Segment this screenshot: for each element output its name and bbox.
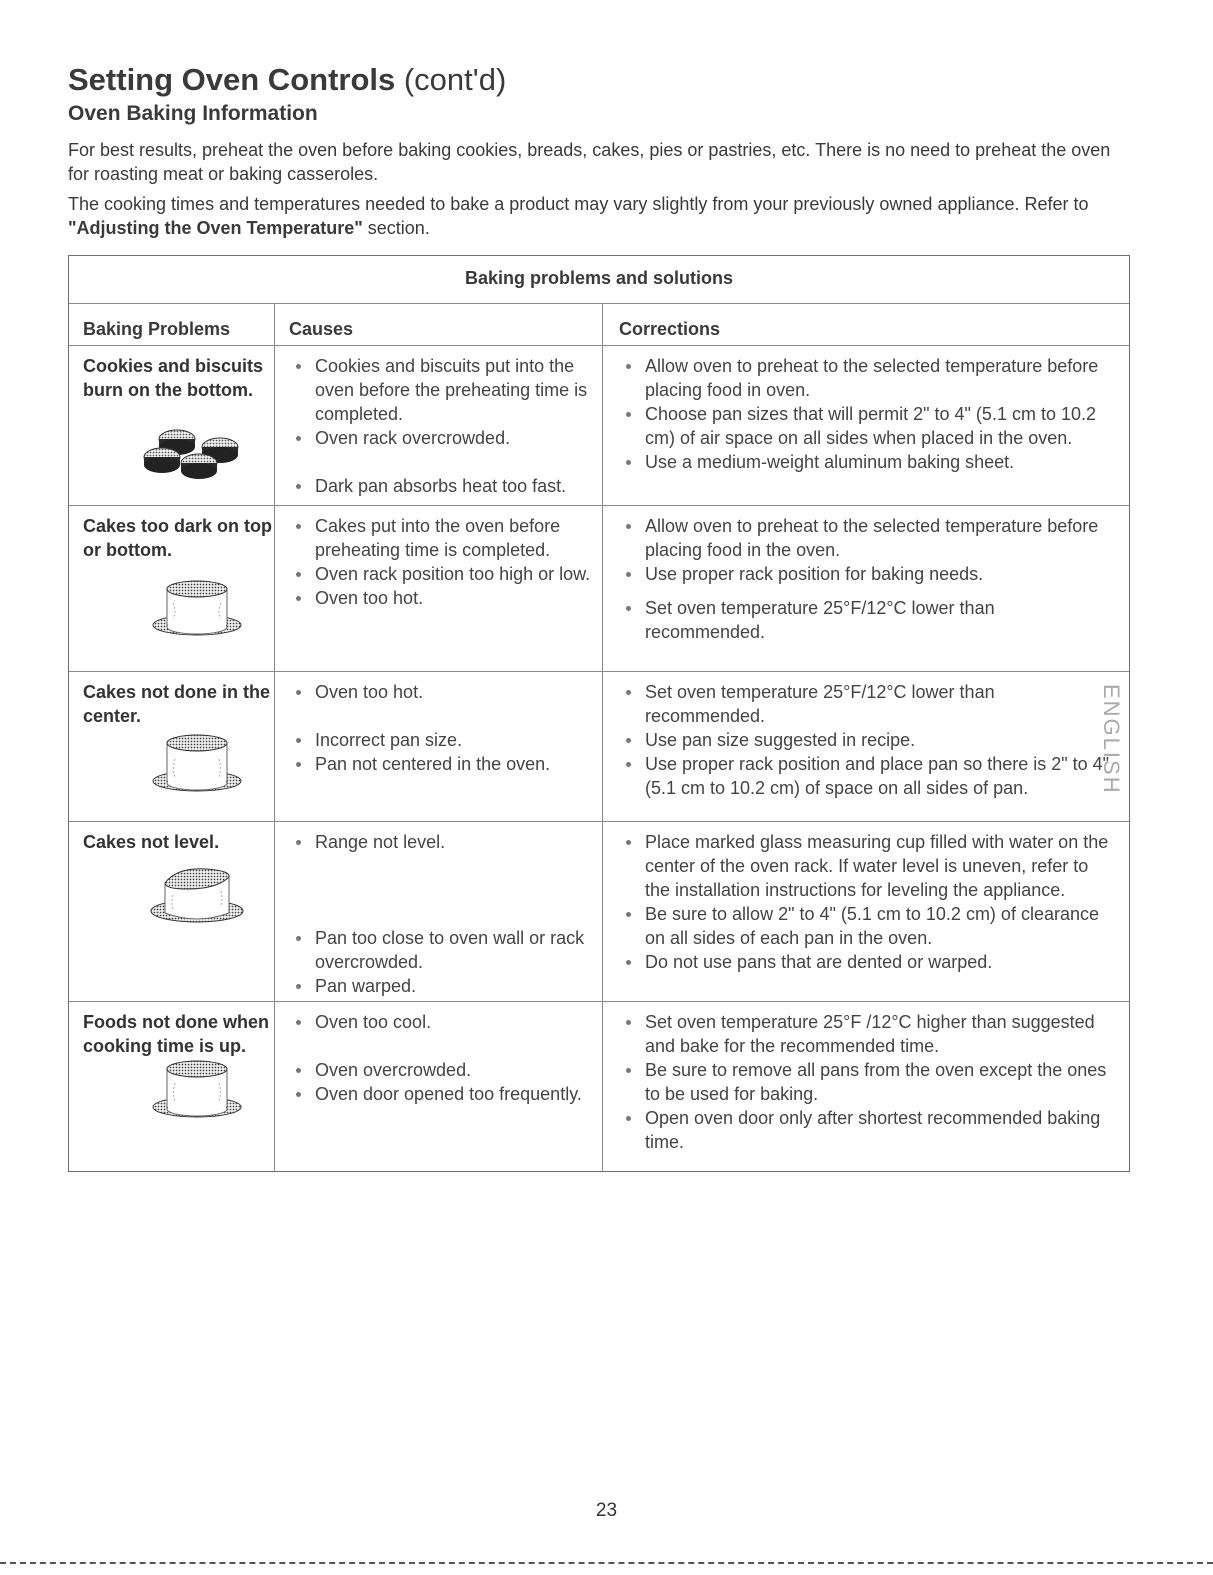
cause-item: Pan too close to oven wall or rack overcrowded. — [289, 926, 595, 974]
correction-item: Open oven door only after shortest recommended baking time. — [619, 1106, 1114, 1154]
correction-item: Set oven temperature 25°F /12°C higher than suggested and bake for the recommended time. — [619, 1010, 1114, 1058]
correction-item: Place marked glass measuring cup filled with water on the center of the oven rack. If water level is uneven, refer to the installation instructions for leveling the appliance. — [619, 830, 1114, 902]
section-subtitle: Oven Baking Information — [68, 102, 318, 125]
language-side-tab — [1099, 612, 1124, 795]
correction-item: Allow oven to preheat to the selected temperature before placing food in oven. — [619, 354, 1114, 402]
cause-item: Range not level. — [289, 830, 595, 854]
cause-item: Oven too hot. — [289, 680, 595, 704]
cake-illustration — [151, 731, 243, 793]
page-title — [68, 62, 506, 98]
cause-item: Pan warped. — [289, 974, 595, 998]
cause-item: Pan not centered in the oven. — [289, 752, 595, 776]
language-label: ENGLISH — [1099, 684, 1124, 795]
corrections-list — [619, 354, 1114, 474]
correction-item: Be sure to remove all pans from the oven except the ones to be used for baking. — [619, 1058, 1114, 1106]
problem-label: Cookies and biscuits burn on the bottom. — [83, 356, 264, 400]
baking-problems-table — [68, 255, 1130, 1172]
cookies-illustration — [137, 427, 247, 479]
table-row — [69, 821, 1129, 1001]
causes-list — [289, 514, 595, 610]
cause-item: Incorrect pan size. — [289, 728, 595, 752]
corrections-list — [619, 1010, 1114, 1154]
cause-item: Cookies and biscuits put into the oven before the preheating time is completed. — [289, 354, 595, 426]
intro-p2-start: The cooking times and temperatures needed to bake a product may vary slightly from your previously owned appliance. Refer to — [68, 194, 1089, 214]
problem-label: Cakes too dark on top or bottom. — [83, 516, 273, 560]
corrections-list — [619, 680, 1114, 800]
table-caption: Baking problems and solutions — [464, 268, 734, 288]
correction-item: Set oven temperature 25°F/12°C lower than recommended. — [619, 596, 1114, 644]
cause-item: Oven door opened too frequently. — [289, 1082, 595, 1106]
intro-paragraph-2 — [68, 192, 1128, 240]
correction-item: Use proper rack position for baking needs. — [619, 562, 1114, 586]
cause-item: Dark pan absorbs heat too fast. — [289, 474, 595, 498]
cake-illustration — [151, 1057, 243, 1119]
cause-item: Oven too hot. — [289, 586, 595, 610]
corrections-list — [619, 830, 1114, 974]
scan-edge-rule — [0, 1562, 1213, 1564]
correction-item: Be sure to allow 2" to 4" (5.1 cm to 10.2 cm) of clearance on all sides of each pan in the oven. — [619, 902, 1114, 950]
correction-item: Use proper rack position and place pan so there is 2" to 4" (5.1 cm to 10.2 cm) of space on all sides of pan. — [619, 752, 1114, 800]
tilted-cake-illustration — [147, 863, 245, 925]
problem-label: Cakes not done in the center. — [83, 682, 271, 726]
correction-item: Do not use pans that are dented or warped. — [619, 950, 1114, 974]
table-divider — [69, 303, 1129, 304]
causes-list — [289, 830, 595, 998]
column-header-corrections: Corrections — [619, 319, 721, 339]
table-row — [69, 671, 1129, 821]
problem-label: Foods not done when cooking time is up. — [83, 1012, 269, 1056]
cause-item: Oven overcrowded. — [289, 1058, 595, 1082]
title-main: Setting Oven Controls — [68, 62, 396, 97]
table-row — [69, 505, 1129, 671]
correction-item: Choose pan sizes that will permit 2" to 4" (5.1 cm to 10.2 cm) of air space on all sides when placed in the oven. — [619, 402, 1114, 450]
correction-item: Allow oven to preheat to the selected temperature before placing food in the oven. — [619, 514, 1114, 562]
title-suffix: (cont'd) — [395, 62, 507, 97]
page-number: 23 — [595, 1500, 618, 1521]
corrections-list — [619, 514, 1114, 644]
correction-item: Set oven temperature 25°F/12°C lower than recommended. — [619, 680, 1114, 728]
column-header-problems: Baking Problems — [83, 319, 231, 339]
cake-illustration — [151, 577, 243, 637]
correction-item: Use pan size suggested in recipe. — [619, 728, 1114, 752]
intro-p2-reference: "Adjusting the Oven Temperature" — [68, 218, 363, 238]
table-row — [69, 345, 1129, 505]
cause-item: Cakes put into the oven before preheating time is completed. — [289, 514, 595, 562]
correction-item: Use a medium-weight aluminum baking sheet. — [619, 450, 1114, 474]
causes-list — [289, 1010, 595, 1106]
causes-list — [289, 354, 595, 498]
cause-item: Oven too cool. — [289, 1010, 595, 1034]
table-row — [69, 1001, 1129, 1171]
causes-list — [289, 680, 595, 776]
problem-label: Cakes not level. — [83, 832, 220, 852]
intro-paragraph-1: For best results, preheat the oven before baking cookies, breads, cakes, pies or pastries, etc. There is no need to preheat the oven for roasting meat or baking casseroles. — [68, 140, 1111, 184]
column-header-causes: Causes — [289, 319, 354, 339]
cause-item: Oven rack overcrowded. — [289, 426, 595, 450]
intro-p2-end: section. — [362, 218, 430, 238]
cause-item: Oven rack position too high or low. — [289, 562, 595, 586]
